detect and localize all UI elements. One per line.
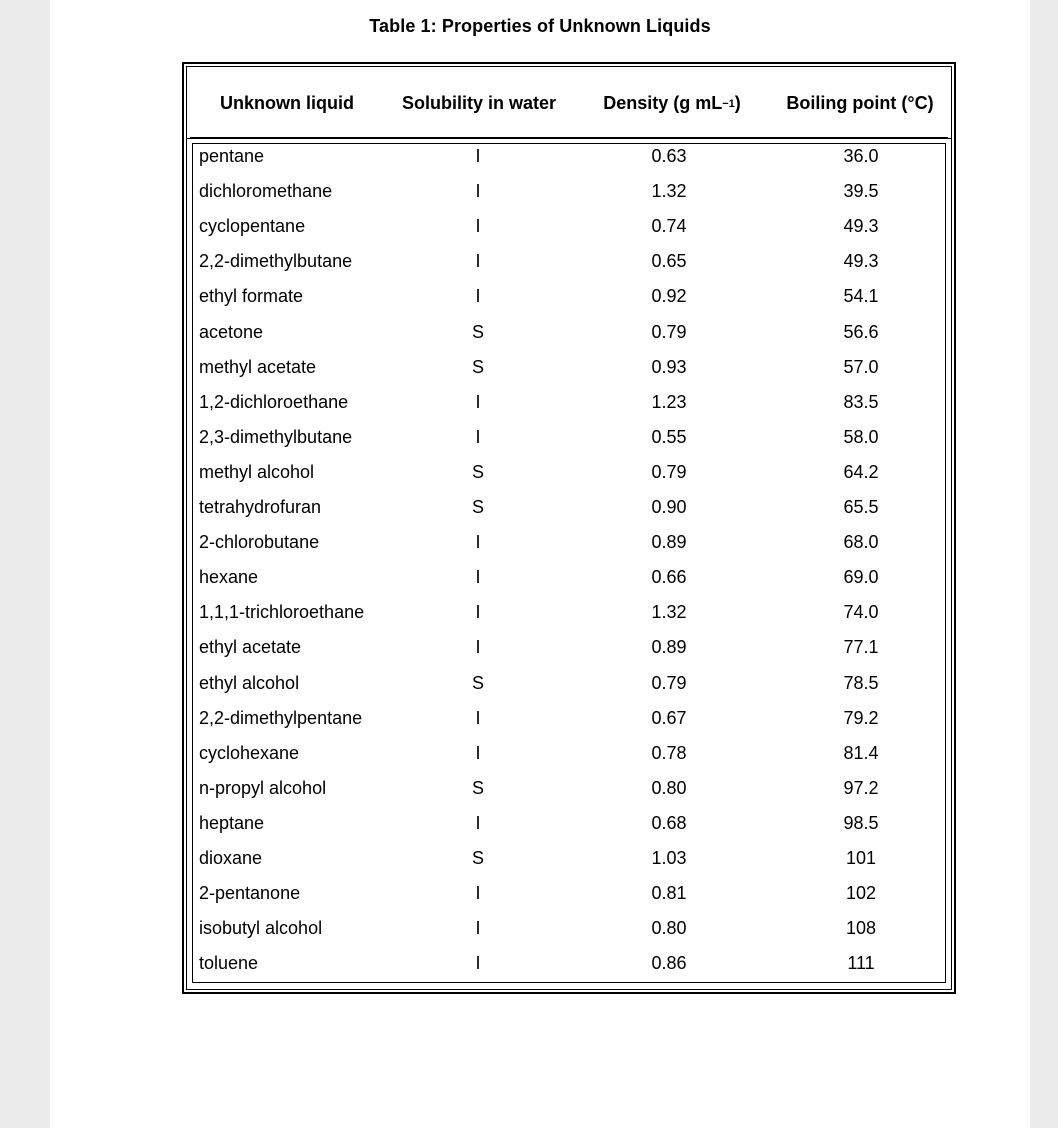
cell-solubility: S xyxy=(471,848,484,868)
table-row xyxy=(193,565,945,600)
cell-liquid-name: ethyl formate xyxy=(199,286,304,307)
table-row xyxy=(193,951,945,986)
table-row xyxy=(193,320,945,355)
cell-density: 0.74 xyxy=(651,216,687,237)
cell-boiling-point: 39.5 xyxy=(843,181,879,202)
cell-liquid-name: 2,2-dimethylbutane xyxy=(199,251,353,272)
table-row xyxy=(193,671,945,706)
cell-boiling-point: 69.0 xyxy=(843,567,879,588)
table-inner-frame xyxy=(186,66,952,990)
table-row xyxy=(193,355,945,390)
cell-liquid-name: cyclohexane xyxy=(199,742,300,763)
header-solubility: Solubility in water xyxy=(401,93,557,113)
cell-density: 0.55 xyxy=(651,426,687,447)
cell-density: 0.65 xyxy=(651,251,687,272)
cell-solubility: I xyxy=(475,602,481,623)
cell-boiling-point: 54.1 xyxy=(843,286,879,307)
table-row xyxy=(193,284,945,319)
cell-liquid-name: 2-chlorobutane xyxy=(199,532,320,553)
cell-boiling-point: 97.2 xyxy=(843,777,879,798)
cell-solubility: I xyxy=(475,742,481,763)
cell-density: 0.79 xyxy=(651,321,687,342)
table-row xyxy=(193,916,945,951)
cell-solubility: I xyxy=(475,426,481,447)
cell-liquid-name: n-propyl alcohol xyxy=(199,777,327,798)
cell-liquid-name: tetrahydrofuran xyxy=(199,497,322,517)
cell-liquid-name: ethyl alcohol xyxy=(199,672,300,693)
cell-solubility: I xyxy=(475,637,481,658)
cell-solubility: I xyxy=(475,146,481,166)
cell-boiling-point: 57.0 xyxy=(843,356,879,377)
cell-density: 0.90 xyxy=(651,497,687,517)
cell-solubility: I xyxy=(475,883,481,904)
cell-density: 0.92 xyxy=(651,286,687,307)
cell-solubility: I xyxy=(475,391,481,412)
cell-density: 0.86 xyxy=(651,953,687,974)
cell-density: 1.32 xyxy=(651,602,687,623)
cell-density: 0.93 xyxy=(651,356,687,377)
table-header xyxy=(190,70,948,139)
cell-liquid-name: 2,2-dimethylpentane xyxy=(199,707,363,728)
cell-density: 0.63 xyxy=(651,146,687,166)
cell-density: 0.81 xyxy=(651,883,687,904)
cell-solubility: I xyxy=(475,251,481,272)
cell-liquid-name: acetone xyxy=(199,321,264,342)
cell-boiling-point: 77.1 xyxy=(843,637,879,658)
cell-density: 0.66 xyxy=(651,567,687,588)
cell-boiling-point: 102 xyxy=(845,883,877,904)
cell-liquid-name: heptane xyxy=(199,812,265,833)
header-unknown-liquid: Unknown liquid xyxy=(220,93,354,113)
cell-boiling-point: 65.5 xyxy=(843,497,879,517)
cell-solubility: I xyxy=(475,216,481,237)
cell-density: 0.80 xyxy=(651,777,687,798)
table-row xyxy=(193,495,945,530)
table-row xyxy=(193,881,945,916)
table-row xyxy=(193,706,945,741)
table-row xyxy=(193,635,945,670)
cell-density: 1.03 xyxy=(651,848,687,868)
cell-boiling-point: 108 xyxy=(845,918,877,939)
cell-density: 0.79 xyxy=(651,461,687,482)
header-divider xyxy=(187,138,951,139)
table-row xyxy=(193,214,945,249)
cell-boiling-point: 49.3 xyxy=(843,251,879,272)
cell-boiling-point: 83.5 xyxy=(843,391,879,412)
table-row xyxy=(193,390,945,425)
cell-solubility: S xyxy=(471,321,484,342)
cell-density: 0.78 xyxy=(651,742,687,763)
cell-liquid-name: 1,2-dichloroethane xyxy=(199,391,349,412)
cell-solubility: I xyxy=(475,532,481,553)
table-row xyxy=(193,776,945,811)
cell-liquid-name: methyl alcohol xyxy=(199,461,315,482)
document-page xyxy=(50,0,1030,1128)
cell-liquid-name: cyclopentane xyxy=(199,216,306,237)
table-row xyxy=(193,741,945,776)
cell-boiling-point: 74.0 xyxy=(843,602,879,623)
cell-boiling-point: 36.0 xyxy=(843,146,879,166)
cell-solubility: S xyxy=(471,356,484,377)
table-row xyxy=(193,460,945,495)
cell-solubility: S xyxy=(471,777,484,798)
cell-liquid-name: dichloromethane xyxy=(199,181,333,202)
cell-liquid-name: 2-pentanone xyxy=(199,883,301,904)
table-row xyxy=(193,530,945,565)
cell-liquid-name: ethyl acetate xyxy=(199,637,302,658)
cell-liquid-name: pentane xyxy=(199,146,265,166)
cell-solubility: S xyxy=(471,497,484,517)
cell-solubility: I xyxy=(475,812,481,833)
cell-liquid-name: 2,3-dimethylbutane xyxy=(199,426,353,447)
cell-density: 0.67 xyxy=(651,707,687,728)
cell-boiling-point: 68.0 xyxy=(843,532,879,553)
cell-solubility: S xyxy=(471,672,484,693)
table-row xyxy=(193,846,945,881)
table-body xyxy=(192,143,946,983)
header-boiling-point: Boiling point (°C) xyxy=(786,93,934,113)
cell-boiling-point: 49.3 xyxy=(843,216,879,237)
table-row xyxy=(193,144,945,179)
table-row xyxy=(193,811,945,846)
cell-solubility: I xyxy=(475,953,481,974)
table-row xyxy=(193,425,945,460)
header-density-prefix: Density (g mL xyxy=(603,93,723,113)
table-title: Table 1: Properties of Unknown Liquids xyxy=(369,16,711,36)
cell-boiling-point: 81.4 xyxy=(843,742,879,763)
cell-solubility: I xyxy=(475,918,481,939)
cell-liquid-name: isobutyl alcohol xyxy=(199,918,323,939)
cell-boiling-point: 111 xyxy=(847,953,875,974)
cell-liquid-name: toluene xyxy=(199,953,259,974)
cell-density: 0.89 xyxy=(651,637,687,658)
cell-boiling-point: 78.5 xyxy=(843,672,879,693)
cell-boiling-point: 64.2 xyxy=(843,461,879,482)
cell-liquid-name: hexane xyxy=(199,567,259,588)
cell-boiling-point: 56.6 xyxy=(843,321,879,342)
cell-density: 1.32 xyxy=(651,181,687,202)
cell-solubility: I xyxy=(475,707,481,728)
cell-solubility: S xyxy=(471,461,484,482)
cell-liquid-name: dioxane xyxy=(199,848,263,868)
cell-solubility: I xyxy=(475,567,481,588)
cell-solubility: I xyxy=(475,181,481,202)
table-row xyxy=(193,249,945,284)
cell-boiling-point: 101 xyxy=(845,848,877,868)
properties-table xyxy=(182,62,956,994)
cell-boiling-point: 79.2 xyxy=(843,707,879,728)
header-density: Density (g mL −1 ) xyxy=(603,93,741,113)
cell-boiling-point: 58.0 xyxy=(843,426,879,447)
cell-boiling-point: 98.5 xyxy=(843,812,879,833)
cell-solubility: I xyxy=(475,286,481,307)
header-density-suffix: ) xyxy=(734,93,741,113)
cell-density: 0.79 xyxy=(651,672,687,693)
cell-density: 0.68 xyxy=(651,812,687,833)
cell-density: 0.89 xyxy=(651,532,687,553)
table-row xyxy=(193,600,945,635)
cell-liquid-name: methyl acetate xyxy=(199,356,317,377)
table-row xyxy=(193,179,945,214)
cell-density: 0.80 xyxy=(651,918,687,939)
cell-density: 1.23 xyxy=(651,391,687,412)
cell-liquid-name: 1,1,1-trichloroethane xyxy=(199,602,365,623)
